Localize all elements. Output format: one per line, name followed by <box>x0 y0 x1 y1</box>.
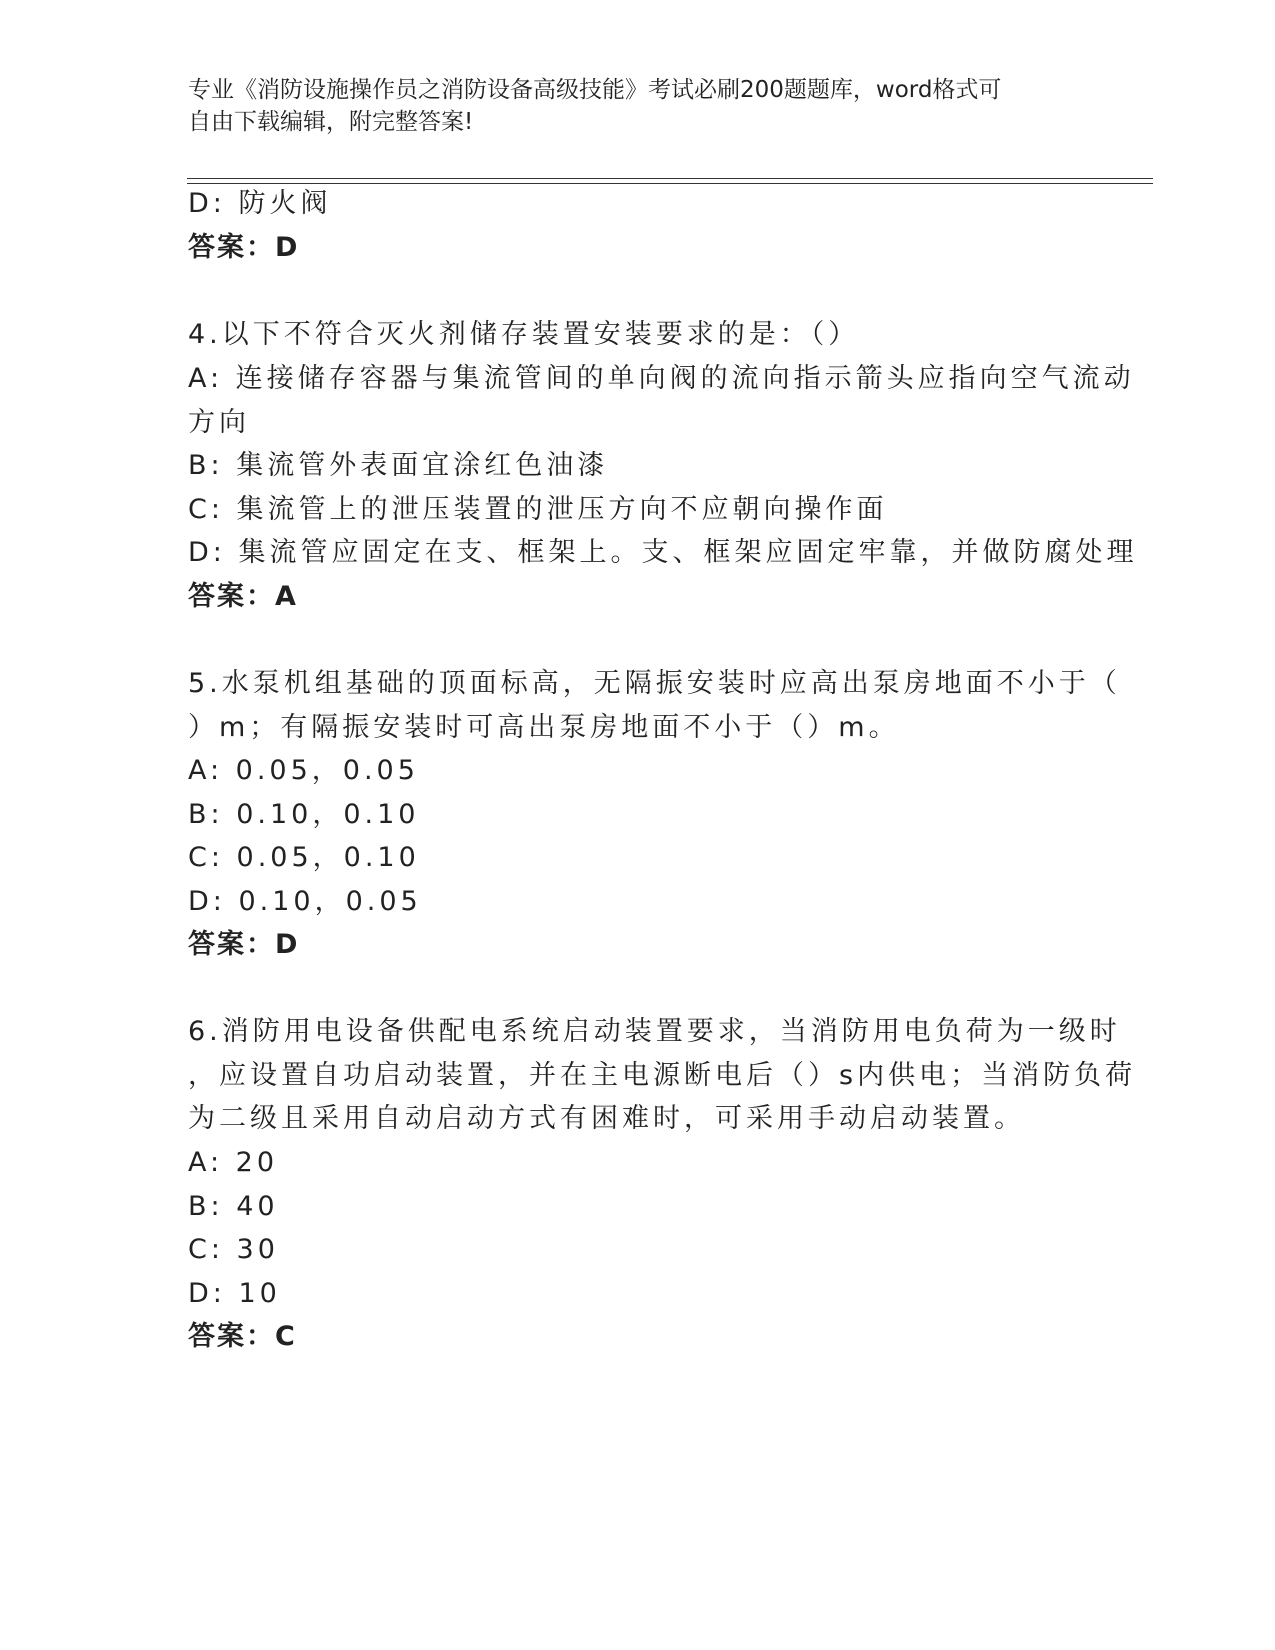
q5-stem-2: ）m；有隔振安装时可高出泵房地面不小于（）m。 <box>188 712 900 743</box>
q4-option-a-cont: 方向 <box>188 407 250 438</box>
q4-option-a: A: 连接储存容器与集流管间的单向阀的流向指示箭头应指向空气流动 <box>188 363 1135 394</box>
q5-answer: 答案：D <box>188 929 300 960</box>
prev-option-d: D: 防火阀 <box>188 188 332 219</box>
header-divider-top <box>187 178 1153 179</box>
header-divider-bottom <box>187 183 1153 184</box>
q5-option-c: C: 0.05，0.10 <box>188 842 420 873</box>
q5-option-a: A: 0.05，0.05 <box>188 755 419 786</box>
q6-stem-3: 为二级且采用自动启动方式有困难时，可采用手动启动装置。 <box>188 1103 1025 1134</box>
document-header <box>188 74 1088 138</box>
q4-option-c: C: 集流管上的泄压装置的泄压方向不应朝向操作面 <box>188 494 888 525</box>
header-line-1: 专业《消防设施操作员之消防设备高级技能》考试必刷200题题库，word格式可 <box>188 77 1002 103</box>
q4-option-b: B: 集流管外表面宜涂红色油漆 <box>188 450 609 481</box>
q6-option-d: D: 10 <box>188 1278 281 1309</box>
q6-option-a: A: 20 <box>188 1147 279 1178</box>
q5-stem-1: 5.水泵机组基础的顶面标高，无隔振安装时应高出泵房地面不小于（ <box>188 668 1121 699</box>
q4-answer: 答案：A <box>188 581 298 612</box>
q6-option-c: C: 30 <box>188 1234 279 1265</box>
q6-stem-2: ，应设置自功启动装置，并在主电源断电后（）s内供电；当消防负荷 <box>188 1060 1137 1091</box>
q6-stem-1: 6.消防用电设备供配电系统启动装置要求，当消防用电负荷为一级时 <box>188 1016 1121 1047</box>
q6-answer: 答案：C <box>188 1321 297 1352</box>
q4-stem: 4.以下不符合灭火剂储存装置安装要求的是：（） <box>188 319 860 350</box>
q5-option-b: B: 0.10，0.10 <box>188 799 420 830</box>
q4-option-d: D: 集流管应固定在支、框架上。支、框架应固定牢靠，并做防腐处理 <box>188 537 1138 568</box>
header-line-2: 自由下载编辑，附完整答案! <box>188 109 474 135</box>
prev-answer: 答案：D <box>188 232 300 263</box>
q5-option-d: D: 0.10，0.05 <box>188 886 422 917</box>
q6-option-b: B: 40 <box>188 1191 279 1222</box>
